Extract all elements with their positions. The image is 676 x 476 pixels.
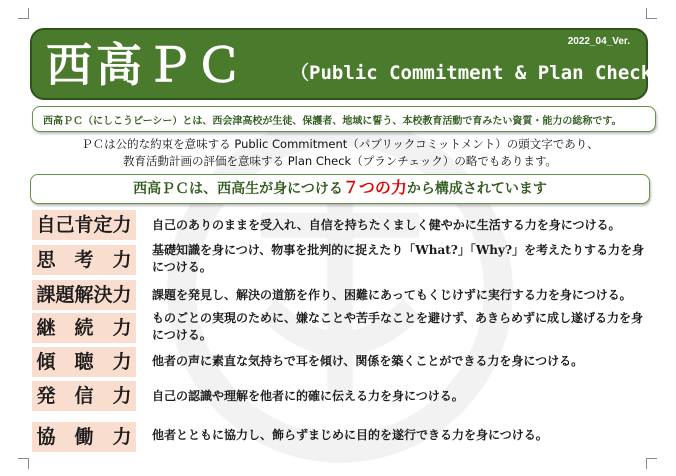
ability-description: 自己の認識や理解を他者に的確に伝える力を身につける。 — [152, 389, 464, 403]
summary-text-after: から構成されています — [406, 181, 547, 197]
version-label: 2022_04_Ver. — [567, 36, 630, 47]
ability-name: 自己肯定力 — [32, 210, 136, 240]
summary-text-before: 西高ＰＣは、西高生が身につける — [133, 181, 343, 197]
ability-description: 他者とともに協力し、飾らずまじめに目的を遂行できる力を身につける。 — [152, 428, 548, 442]
ability-description: 自己のありのままを受入れ、自信を持ちたくましく健やかに生活する力を身につける。 — [152, 218, 621, 232]
ability-description: ものごとの実現のために、嫌なことや苦手なことを避けず、あきらめずに成し遂げる力を身につける。 — [152, 311, 644, 342]
crop-mark-bottom-left — [18, 458, 29, 469]
crop-mark-bottom-right — [646, 458, 657, 469]
ability-name: 発 信 力 — [32, 381, 136, 411]
page-title: 西高ＰＣ — [46, 38, 246, 92]
ability-description: 課題を発見し、解決の道筋を作り、困難にあってもくじけずに実行する力を身につける。 — [152, 288, 632, 302]
intro-line-2: 教育活動計画の評価を意味する Plan Check（プランチェック）の略でもあります。 — [123, 154, 557, 168]
summary-highlight: ７つの力 — [342, 178, 407, 197]
ability-name: 思 考 力 — [32, 245, 136, 275]
definition-text: 西高ＰＣ（にしこうピーシー）とは、西会津高校が生徒、保護者、地域に誓う、本校教育活動で育みたい資質・能力の総称です。 — [43, 116, 622, 127]
definition-box — [32, 106, 656, 132]
ability-description: 他者の声に素直な気持ちで耳を傾け、関係を築くことができる力を身につける。 — [152, 354, 584, 368]
intro-line-1: ＰＣは公的な約束を意味する Public Commitment（パブリックコミットメント）の頭文字であり、 — [81, 137, 599, 151]
intro-paragraph — [40, 136, 640, 170]
crop-mark-top-left — [18, 8, 29, 19]
ability-name: 傾 聴 力 — [32, 347, 136, 377]
ability-name: 継 続 力 — [32, 313, 136, 343]
ability-name: 課題解決力 — [32, 280, 136, 310]
ability-description: 基礎知識を身につけ、物事を批判的に捉えたり「What?」「Why?」を考えたりする力を身につける。 — [152, 243, 645, 274]
crop-mark-top-right — [646, 8, 657, 19]
page-subtitle: （Public Commitment & Plan Check） — [290, 62, 672, 84]
ability-name: 協 働 力 — [32, 422, 136, 452]
summary-box — [30, 174, 650, 204]
title-banner — [30, 28, 672, 100]
